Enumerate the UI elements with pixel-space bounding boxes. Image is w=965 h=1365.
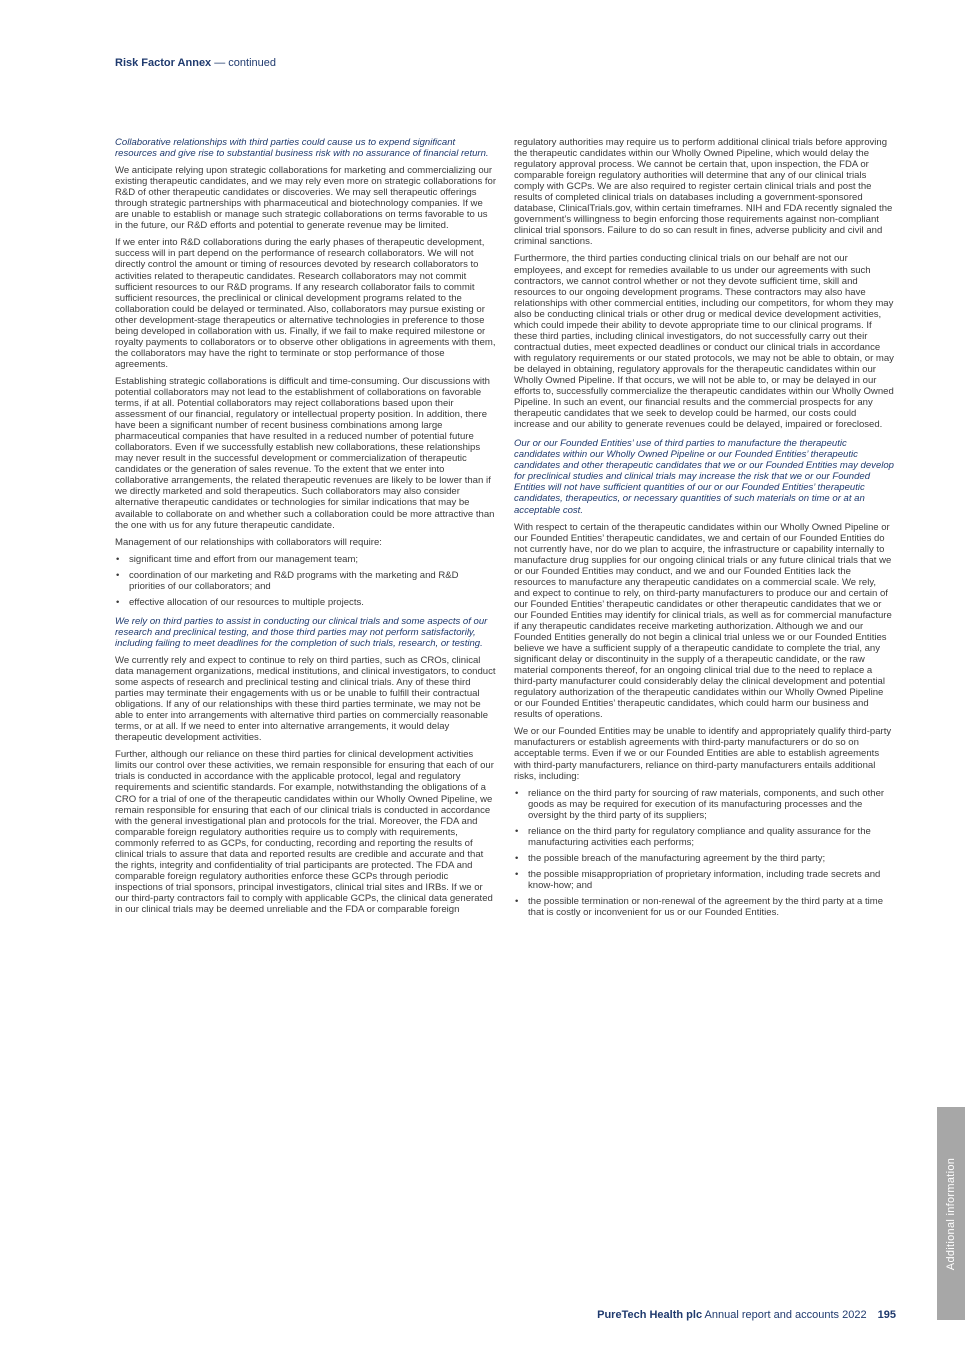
- section-side-tab: [937, 1107, 965, 1320]
- left-column: [115, 137, 497, 921]
- side-tab-label: Additional information: [945, 1157, 957, 1270]
- bullet-item: • effective allocation of our resources to multiple projects.: [115, 597, 497, 608]
- paragraph: We currently rely and expect to continue to rely on third parties, such as CROs, clinical data management organizations, medical institutions, and clinical investigators, to conduct some aspects of research and preclinical testing and clinical trials. Any of these third parties may terminate their engagements with us or be unable to fulfill their contractual obligations. If any of our relationships with these third parties terminate, we may not be able to enter into arrangements with alternative third parties on commercially reasonable terms, or at all. If we need to enter into alternative arrangements, it would delay therapeutic development activities.: [115, 654, 496, 744]
- bullet-item: • the possible misappropriation of proprietary information, including trade secrets and know-how; and: [514, 869, 894, 891]
- bullet-item: • significant time and effort from our management team;: [115, 554, 497, 565]
- page-footer: [597, 1309, 896, 1321]
- paragraph: We or our Founded Entities may be unable to identify and appropriately qualify third-party manufacturers or establish agreements with third-party manufacturers or do so on acceptable terms. Even if we or our Founded Entities are able to establish agreements with third-party manufacturers, reliance on third-party manufacturers entails additional risks, including:: [514, 726, 892, 782]
- page-number: 195: [877, 1309, 896, 1321]
- paragraph: regulatory authorities may require us to perform additional clinical trials before approving the therapeutic candidates within our Wholly Owned Pipeline, which would delay the regulatory approval process. We cannot be certain that, upon inspection, the FDA or comparable foreign regulatory authorities will determine that any of our clinical trials comply with GCPs. We are also required to register certain clinical trials and post the results of completed clinical trials on databases including a government-sponsored database, ClinicalTrials.gov, within certain timeframes. NIH and FDA recently signaled the government’s willingness to begin enforcing those requirements against non-compliant clinical trial sponsors. Failure to do so can result in fines, adverse publicity and civil and criminal sanctions.: [514, 137, 893, 248]
- header-title: Risk Factor Annex: [115, 57, 212, 69]
- bullet-list: [514, 788, 894, 918]
- header-suffix: — continued: [211, 57, 277, 69]
- section-heading: Collaborative relationships with third parties could cause us to expend significant resources and give rise to substantial business risk with no assurance of financial return.: [115, 137, 489, 160]
- paragraph: With respect to certain of the therapeutic candidates within our Wholly Owned Pipeline or our Founded Entities’ therapeutic candidates, we and certain of our Founded Entities do not currently have, nor do we plan to acquire, the infrastructure or capability internally to manufacture drug supplies for our ongoing clinical trials or any future clinical trials that we or our Founded Entities may conduct, and we and our Founded Entities lack the resources to manufacture any therapeutic candidates on a commercial scale. We rely, and expect to continue to rely, on third-party manufacturers to produce our and certain of our Founded Entities’ therapeutic candidates or other therapeutic candidates that we or our Founded Entities may identify for clinical trials, as well as for commercial manufacture if any therapeutic candidates receive marketing authorization. Although we and our Founded Entities generally do not begin a clinical trial unless we or our Founded Entities believe we have a sufficient supply of a therapeutic candidate to complete the trial, any significant delay or discontinuity in the supply of a therapeutic candidate, or the raw material components thereof, for an ongoing clinical trial due to the need to replace a third-party manufacturer could considerably delay the clinical development and potential regulatory authorization of the therapeutic candidates within our Wholly Owned Pipeline or our Founded Entities’ therapeutic candidates, which could harm our business and results of operations.: [514, 521, 892, 721]
- footer-company: PureTech Health plc: [597, 1309, 703, 1321]
- bullet-item: • the possible termination or non-renewal of the agreement by the third party at a time that is costly or inconvenient for us or our Founded Entities.: [514, 896, 894, 918]
- paragraph: Management of our relationships with collaborators will require:: [115, 536, 382, 548]
- paragraph: We anticipate relying upon strategic collaborations for marketing and commercializing our existing therapeutic candidates, and we may rely even more on strategic collaborations for R&D of other therapeutic candidates or discoveries. We may sell therapeutic offerings through strategic partnerships with pharmaceutical and biotechnology companies. If we are unable to establish or manage such strategic collaborations on terms favorable to us in the future, our R&D efforts and potential to generate revenue may be limited.: [115, 165, 497, 232]
- bullet-item: • reliance on the third party for sourcing of raw materials, components, and such other goods as may be required for execution of its manufacturing processes and the oversight by the third party of its suppliers;: [514, 788, 894, 821]
- bullet-item: • reliance on the third party for regulatory compliance and quality assurance for the manufacturing activities each performs;: [514, 826, 894, 848]
- bullet-item: • coordination of our marketing and R&D programs with the marketing and R&D priorities of our collaborators; and: [115, 570, 497, 592]
- footer-report: Annual report and accounts 2022: [704, 1309, 867, 1321]
- paragraph: If we enter into R&D collaborations during the early phases of therapeutic development, success will in part depend on the performance of research collaborators. We will not directly control the amount or timing of resources devoted by research collaborators to activities related to therapeutic candidates. Research collaborators may not commit sufficient resources to our R&D programs. If any research collaborator fails to commit sufficient resources, the preclinical or clinical development programs related to the collaboration could be delayed or terminated. Also, collaborators may pursue existing or other development-stage therapeutics or alternative technologies in preference to those being developed in collaboration with us. Finally, if we fail to make required milestone or royalty payments to collaborators or to observe other obligations in agreements with them, the collaborators may have the right to terminate or stop performance of those agreements.: [115, 237, 496, 370]
- running-header: [115, 57, 276, 69]
- section-heading: We rely on third parties to assist in conducting our clinical trials and some aspects of our research and preclinical testing, and those third parties may not perform satisfactorily, including failing to meet deadlines for the completion of such trials, research, or testing.: [115, 615, 488, 649]
- bullet-list: [115, 554, 497, 608]
- right-column: [514, 137, 894, 924]
- bullet-item: • the possible breach of the manufacturing agreement by the third party;: [514, 853, 894, 864]
- paragraph: Further, although our reliance on these third parties for clinical development activities limits our control over these activities, we remain responsible for ensuring that each of our trials is conducted in accordance with the applicable protocol, legal and regulatory requirements and scientific standards. For example, notwithstanding the obligations of a CRO for a trial of one of the therapeutic candidates within our Wholly Owned Pipeline, we remain responsible for ensuring that each of our clinical trials is conducted in accordance with the general investigational plan and protocols for the trial. Moreover, the FDA and comparable foreign regulatory authorities require us to comply with requirements, commonly referred to as GCPs, for conducting, recording and reporting the results of clinical trials to assure that data and reported results are credible and accurate and that the rights, integrity and confidentiality of trial participants are protected. The FDA and comparable foreign regulatory authorities enforce these GCPs through periodic inspections of trial sponsors, principal investigators, clinical trial sites and IRBs. If we or our third-party contractors fail to comply with applicable GCPs, the clinical data generated in our clinical trials may be deemed unreliable and the FDA or comparable foreign: [115, 749, 494, 915]
- paragraph: Furthermore, the third parties conducting clinical trials on our behalf are not our employees, and except for remedies available to us under our agreements with such contractors, we cannot control whether or not they devote sufficient time, skill and resources to our ongoing development programs. These contractors may also have relationships with other commercial entities, including our competitors, for whom they may also be conducting clinical trials or other drug or medical device development activities, which could impede their ability to devote appropriate time to our clinical programs. If these third parties, including clinical investigators, do not successfully carry out their contractual duties, meet expected deadlines or conduct our clinical trials in accordance with regulatory requirements or our stated protocols, we may not be able to obtain, or may be delayed in obtaining, regulatory approvals for the therapeutic candidates within our Wholly Owned Pipeline. If that occurs, we will not be able to, or may be delayed in our efforts to, successfully commercialize the therapeutic candidates within our Wholly Owned Pipeline. In such an event, our financial results and the commercial prospects for any therapeutic candidates that we seek to develop could be harmed, our costs could increase and our ability to generate revenues could be delayed, impaired or foreclosed.: [514, 253, 894, 431]
- section-heading: Our or our Founded Entities’ use of third parties to manufacture the therapeutic candidates within our Wholly Owned Pipeline or our Founded Entities’ therapeutic candidates and other therapeutic candidates that we or our Founded Entities may develop for preclinical studies and clinical trials may increase the risk that we or our Founded Entities will not have sufficient quantities of our or our Founded Entities’ therapeutic candidates, therapeutics, or necessary quantities of such materials on time or at an acceptable cost.: [514, 438, 894, 516]
- paragraph: Establishing strategic collaborations is difficult and time-consuming. Our discussions with potential collaborators may not lead to the establishment of collaborations on favorable terms, if at all. Potential collaborators may reject collaborations based upon their assessment of our financial, regulatory or intellectual property position. In addition, there have been a significant number of recent business combinations among large pharmaceutical companies that have resulted in a reduced number of potential future collaborators. Even if we successfully establish new collaborations, these relationships may never result in the successful development or commercialization of therapeutic candidates or the generation of sales revenue. To the extent that we enter into collaborative arrangements, the related therapeutic revenues are likely to be lower than if we directly marketed and sold therapeutics. Such collaborators may also consider alternative therapeutic candidates or technologies for similar indications that may be available to collaborate on and whether such a collaboration could be more attractive than the one with us for any future therapeutic candidate.: [115, 375, 495, 531]
